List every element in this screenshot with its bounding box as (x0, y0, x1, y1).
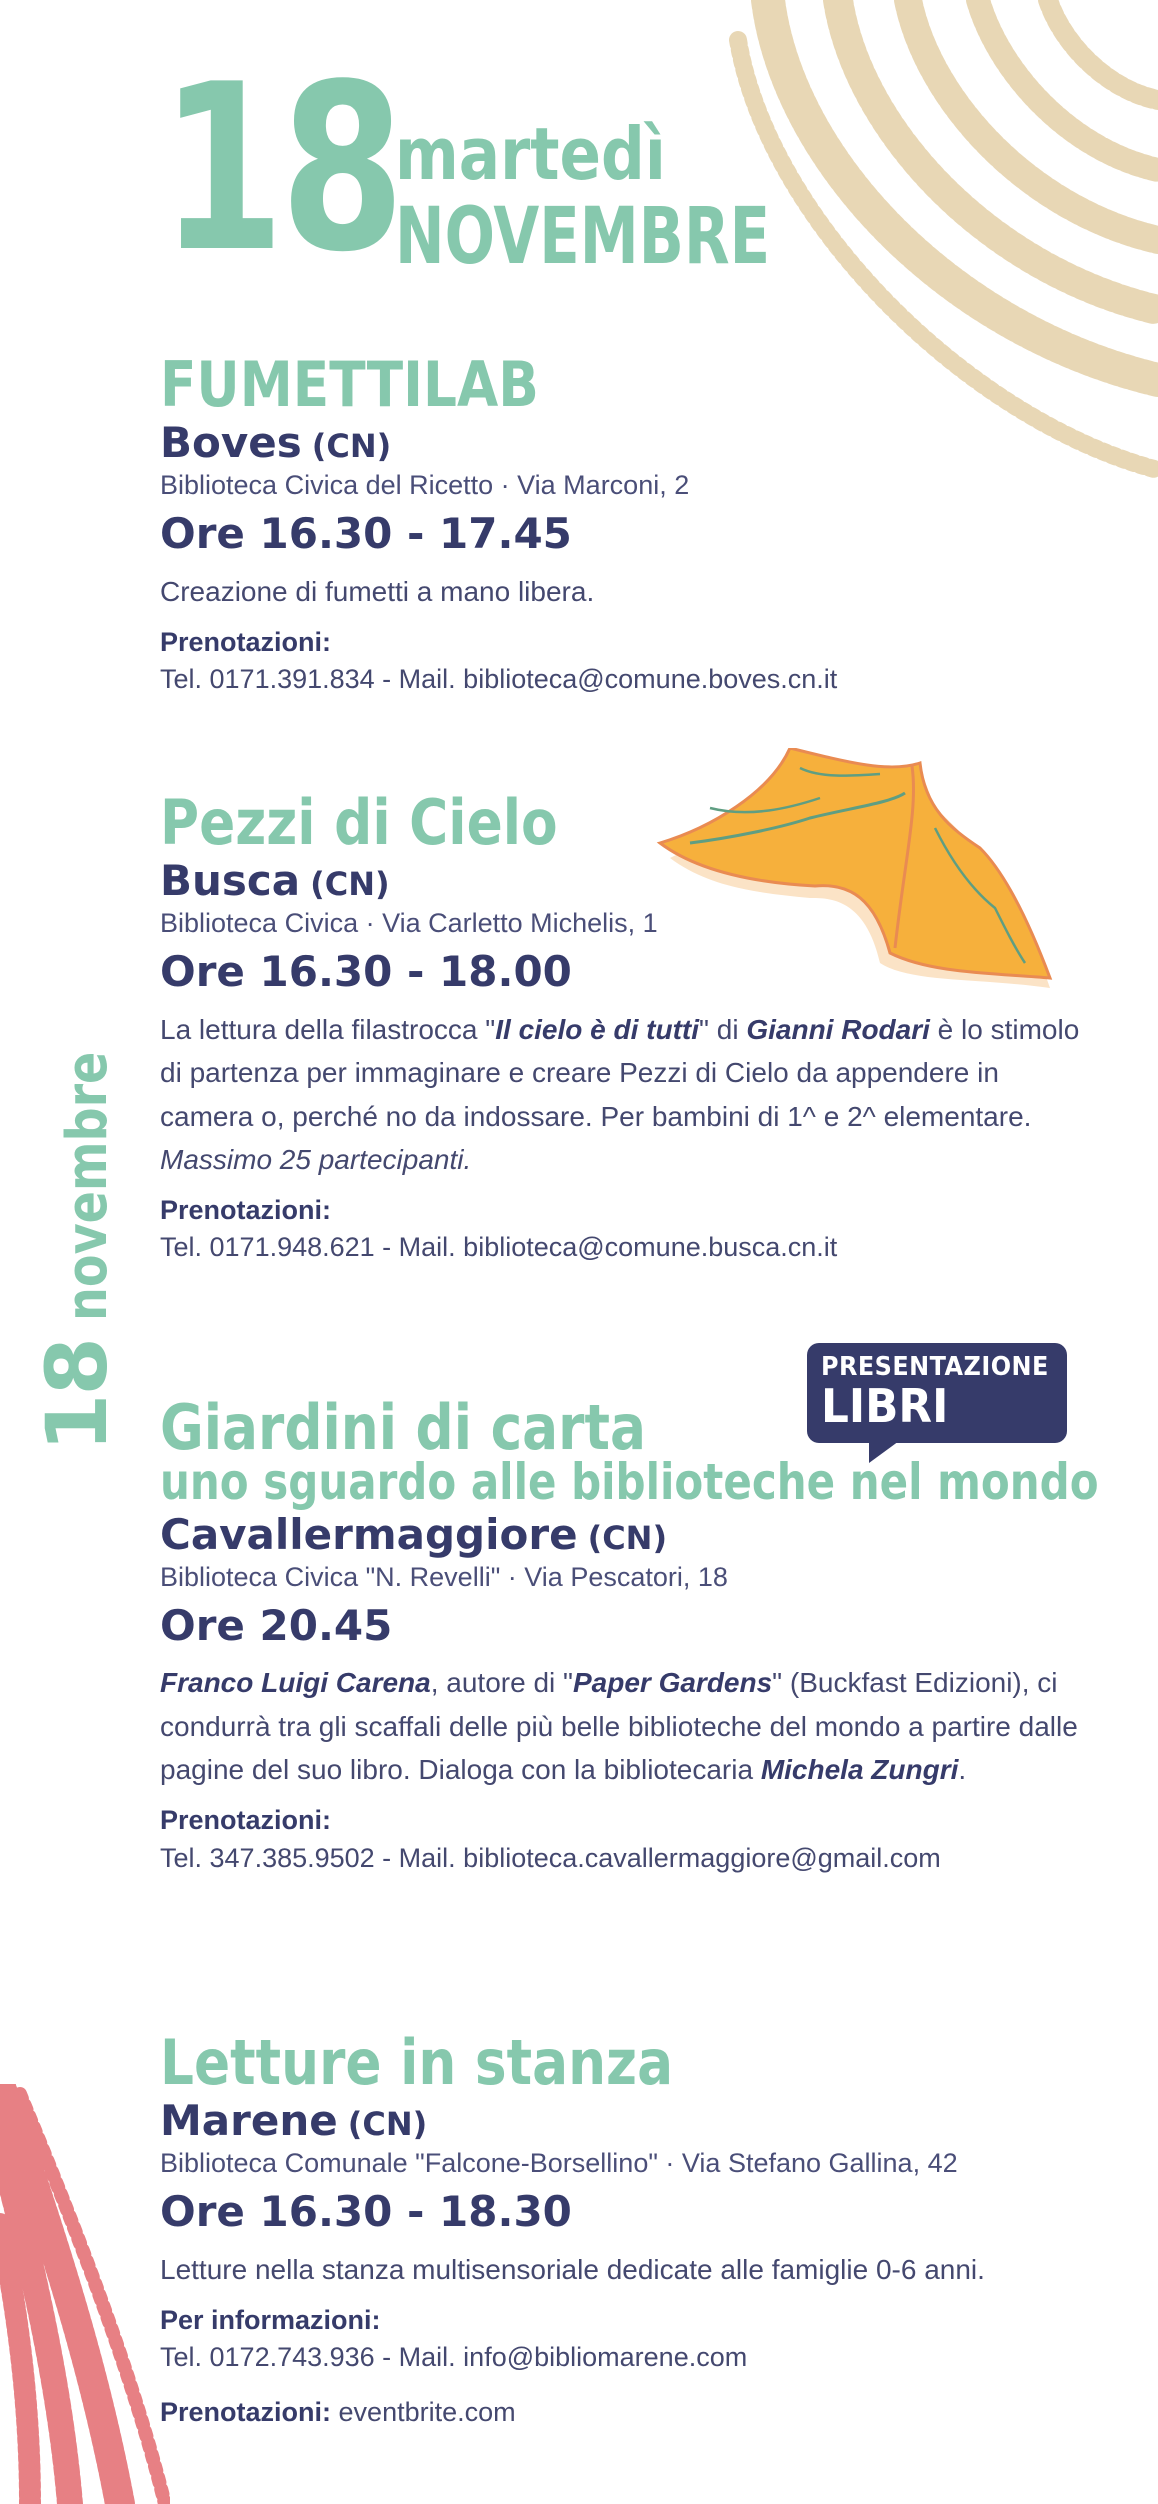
info-label: Per informazioni: (160, 2305, 381, 2336)
header-month: NOVEMBRE (395, 192, 771, 282)
event-town: Marene (CN) (160, 2096, 428, 2146)
event-pezzi-di-cielo (160, 786, 1080, 1268)
event-title: FUMETTILAB (160, 348, 539, 421)
event-time: Ore 20.45 (160, 1600, 393, 1650)
event-venue: Biblioteca Comunale "Falcone-Borsellino" · Via Stefano Gallina, 42 (160, 2148, 958, 2179)
event-venue: Biblioteca Civica "N. Revelli" · Via Pescatori, 18 (160, 1561, 728, 1592)
event-subtitle: uno sguardo alle biblioteche nel mondo (160, 1453, 1099, 1512)
brush-stroke-decoration-bottom (0, 2084, 170, 2504)
header-weekday: martedì (395, 112, 666, 196)
booking-label: Prenotazioni: (160, 627, 332, 658)
event-title: Giardini di carta (160, 1391, 646, 1464)
booking-label: Prenotazioni: (160, 1195, 332, 1226)
event-town: Boves (CN) (160, 418, 392, 468)
event-time: Ore 16.30 - 17.45 (160, 509, 572, 559)
side-day: 18 (28, 1339, 126, 1452)
booking-contact: Tel. 0171.391.834 - Mail. biblioteca@comune.boves.cn.it (160, 664, 838, 695)
event-description: Creazione di fumetti a mano libera. (160, 575, 595, 607)
event-town: Cavallermaggiore (CN) (160, 1509, 668, 1559)
side-month: novembre (55, 1051, 120, 1322)
event-time: Ore 16.30 - 18.00 (160, 947, 572, 997)
event-venue: Biblioteca Civica · Via Carletto Michelis, 1 (160, 908, 658, 939)
event-town: Busca (CN) (160, 856, 390, 906)
book-presentation-badge: PRESENTAZIONE LIBRI (807, 1343, 1067, 1443)
event-time: Ore 16.30 - 18.30 (160, 2187, 572, 2237)
event-title: Letture in stanza (160, 2026, 674, 2099)
booking-contact: Tel. 0171.948.621 - Mail. biblioteca@comune.busca.cn.it (160, 1232, 838, 1263)
event-description: La lettura della filastrocca "Il cielo è di tutti" di Gianni Rodari è lo stimolo di partenza per immaginare e creare Pezzi di Cielo da appendere in camera o, perché no da indossare. Per bambini di 1^ e 2^ elementare. Massimo 25 partecipanti. (160, 1013, 1080, 1175)
side-date-label (28, 1004, 126, 1452)
info-contact: Tel. 0172.743.936 - Mail. info@bibliomarene.com (160, 2342, 748, 2373)
booking-line: Prenotazioni: eventbrite.com (160, 2397, 516, 2428)
event-venue: Biblioteca Civica del Ricetto · Via Marconi, 2 (160, 470, 690, 501)
booking-label: Prenotazioni: (160, 1805, 332, 1836)
header-day-number: 18 (160, 36, 401, 303)
event-description: Franco Luigi Carena, autore di "Paper Gardens" (Buckfast Edizioni), ci condurrà tra gli scaffali delle più belle biblioteche del mondo a partire dalle pagine del suo libro. Dialoga con la bibliotecaria Michela Zungri. (160, 1667, 1078, 1786)
event-description: Letture nella stanza multisensoriale dedicate alle famiglie 0-6 anni. (160, 2253, 985, 2285)
booking-contact: Tel. 347.385.9502 - Mail. biblioteca.cavallermaggiore@gmail.com (160, 1842, 941, 1873)
event-title: Pezzi di Cielo (160, 786, 558, 859)
event-fumettilab (160, 348, 1080, 699)
event-letture-in-stanza (160, 2026, 1080, 2433)
